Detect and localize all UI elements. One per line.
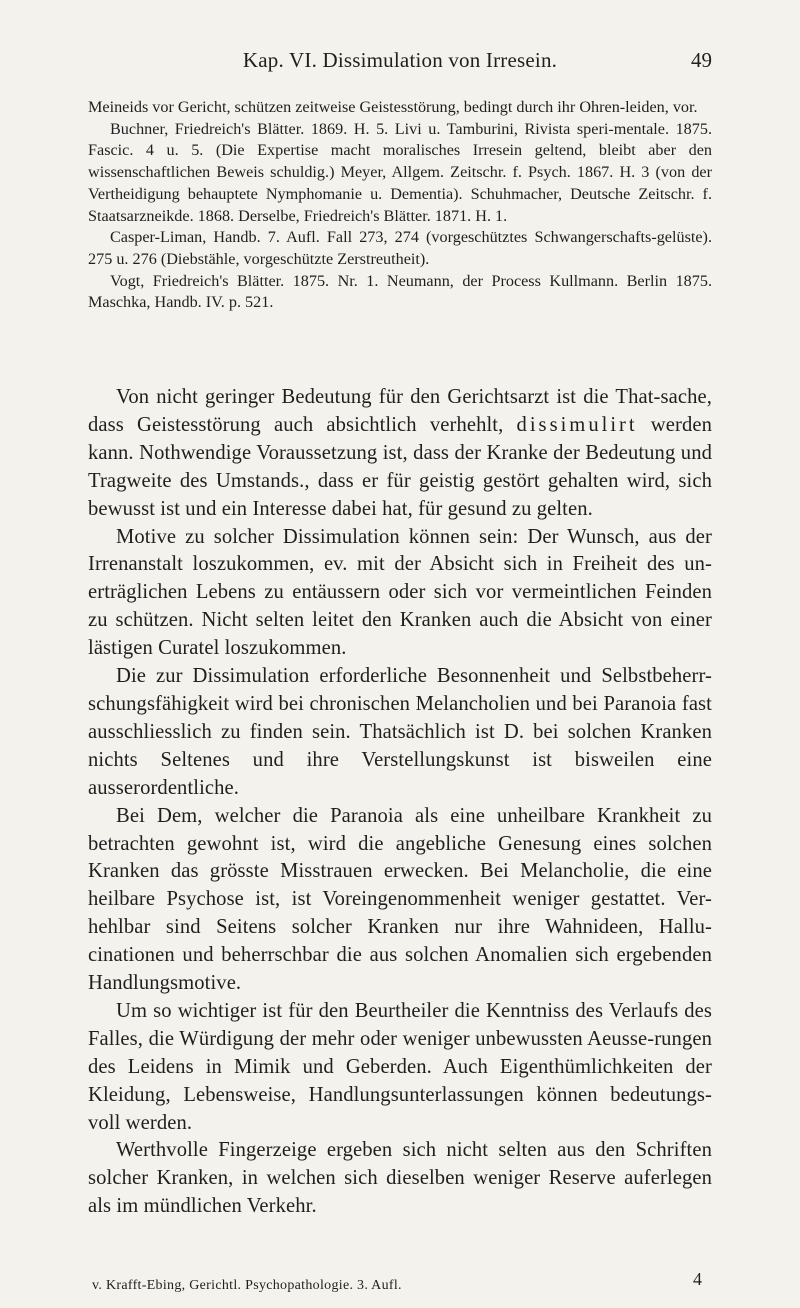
running-header	[0, 48, 800, 80]
page-number: 49	[691, 48, 712, 72]
paragraph-text: werden kann. Nothwendige Voraussetzung ist, dass der Kranke der Bedeutung und Tragweite des Umstands., dass er für geistig gestört gehalten wird, sich bewusst ist und ein Interesse dabei hat, für gesund zu gelten.	[88, 413, 713, 520]
main-text	[88, 384, 712, 1221]
paragraph: Bei Dem, welcher die Paranoia als eine unheilbare Krankheit zu betrachten gewohnt ist, wird die angebliche Genesung eines solchen Kranken das grösste Misstrauen erwecken. Bei Melancholie, die eine heilbare Psychose ist, ist Voreingenommenheit weniger gestattet. Ver-hehlbar sind Seitens solcher Kranken nur ihre Wahnideen, Hallu-cinationen und beherrschbar die aus solchen Anomalien sich ergebenden Handlungsmotive.	[88, 804, 712, 995]
paragraph: Die zur Dissimulation erforderliche Besonnenheit und Selbstbeherr-schungsfähigkeit wird bei chronischen Melancholien und bei Paranoia fast ausschliesslich zu finden sein. Thatsächlich ist D. bei solchen Kranken nichts Seltenes und ihre Verstellungskunst ist bisweilen eine ausserordentliche.	[88, 665, 712, 799]
paragraph-text: Von nicht geringer Bedeutung für den Gerichtsarzt ist die That-sache, dass Geistesstörung auch absichtlich verhehlt,	[88, 386, 712, 436]
signature-mark: 4	[693, 1269, 702, 1289]
signature-line: v. Krafft-Ebing, Gerichtl. Psychopathologie. 3. Aufl.	[92, 1278, 402, 1293]
paragraph: Werthvolle Fingerzeige ergeben sich nicht selten aus den Schriften solcher Kranken, in welchen sich dieselben weniger Reserve auferlegen als im mündlichen Verkehr.	[88, 1139, 712, 1218]
note-line: Casper-Liman, Handb. 7. Aufl. Fall 273, 274 (vorgeschütztes Schwangerschafts-gelüste). 275 u. 276 (Diebstähle, vorgeschützte Zerstreutheit).	[88, 228, 712, 268]
note-line: Vogt, Friedreich's Blätter. 1875. Nr. 1. Neumann, der Process Kullmann. Berlin 1875. Maschka, Handb. IV. p. 521.	[88, 271, 712, 312]
emphasized-term: dissimulirt	[516, 413, 638, 436]
bibliography-notes	[88, 97, 712, 314]
note-line: Buchner, Friedreich's Blätter. 1869. H. 5. Livi u. Tamburini, Rivista speri-mentale. 1875. Fascic. 4 u. 5. (Die Expertise macht moralisches Irresein geltend, bleibt aber den wissenschaftlichen Beweis schuldig.) Meyer, Allgem. Zeitschr. f. Psych. 1867. H. 3 (von der Vertheidigung behauptete Nymphomanie u. Dementia). Schuhmacher, Deutsche Zeitschr. f. Staatsarzneikde. 1868. Derselbe, Friedreich's Blätter. 1871. H. 1.	[88, 119, 712, 225]
paragraph: Motive zu solcher Dissimulation können sein: Der Wunsch, aus der Irrenanstalt loszukommen, ev. mit der Absicht sich in Freiheit des un-erträglichen Lebens zu entäussern oder sich vor vermeintlichen Feinden zu schützen. Nicht selten leitet den Kranken auch die Absicht von einer lästigen Curatel loszukommen.	[88, 525, 712, 660]
running-title: Kap. VI. Dissimulation von Irresein.	[242, 48, 558, 72]
note-line: Meineids vor Gericht, schützen zeitweise Geistesstörung, bedingt durch ihr Ohren-leiden, vor.	[88, 98, 698, 116]
paragraph: Um so wichtiger ist für den Beurtheiler die Kenntniss des Verlaufs des Falles, die Würdigung der mehr oder weniger unbewussten Aeusse-rungen des Leidens in Mimik und Geberden. Auch Eigenthümlichkeiten der Kleidung, Lebensweise, Handlungsunterlassungen können bedeutungs-voll werden.	[88, 999, 712, 1134]
paragraph	[88, 384, 712, 524]
signature-footer	[88, 1269, 712, 1302]
